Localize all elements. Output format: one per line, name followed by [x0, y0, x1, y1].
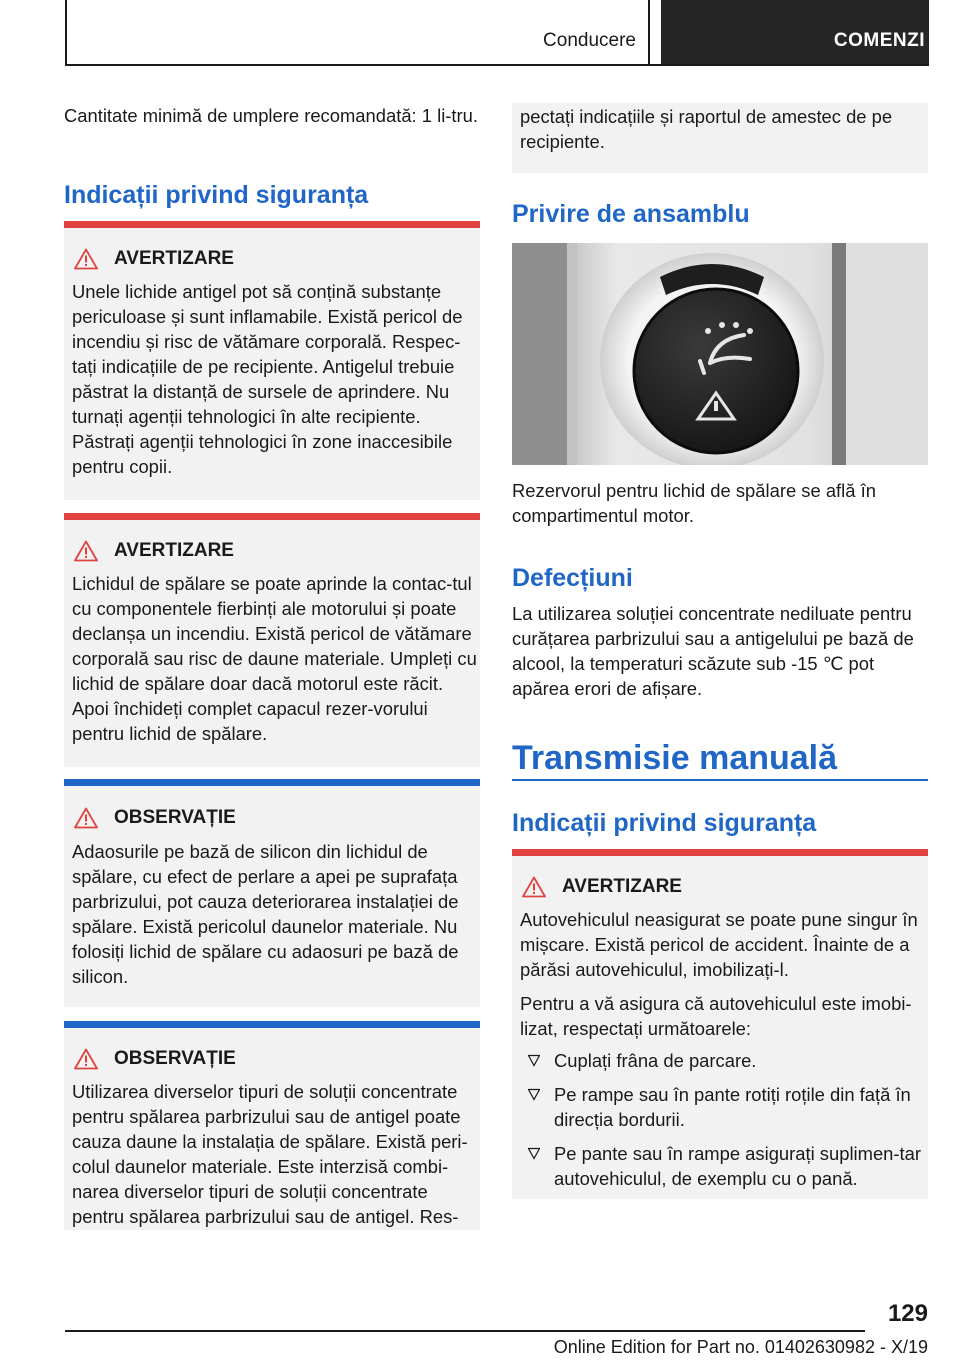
- notice-box-2: [64, 1021, 480, 1230]
- warning-triangle-icon: [74, 1048, 98, 1070]
- photo-caption: Rezervorul pentru lichid de spălare se află în compartimentul motor.: [512, 480, 876, 526]
- warning-title: AVERTIZARE: [114, 248, 234, 269]
- list-item: [528, 1082, 928, 1132]
- faults-heading: Defecțiuni: [512, 564, 633, 592]
- notice-title: OBSERVAȚIE: [114, 1048, 236, 1069]
- warning-bar: [512, 849, 928, 856]
- washer-reservoir-photo: [512, 243, 928, 465]
- bullet-triangle-icon: [528, 1147, 540, 1160]
- footer-rule: [65, 1330, 865, 1332]
- list-item-text: Pe pante sau în rampe asigurați suplimen‐tar autovehiculul, de exemplu cu o pană.: [554, 1143, 921, 1189]
- warning-triangle-icon: [74, 807, 98, 829]
- overview-heading: Privire de ansamblu: [512, 200, 750, 228]
- chapter-heading-rule: [512, 779, 928, 781]
- warning-title: AVERTIZARE: [114, 540, 234, 561]
- notice-text-continued: pectați indicațiile și raportul de amestec de pe recipiente.: [520, 106, 893, 152]
- warning-title: AVERTIZARE: [562, 876, 682, 897]
- list-item: [528, 1141, 928, 1191]
- bullet-triangle-icon: [528, 1088, 540, 1101]
- right-safety-heading: Indicații privind siguranța: [512, 809, 817, 837]
- warning-text: Autovehiculul neasigurat se poate pune singur în mișcare. Există pericol de accident. Înainte de a părăsi autovehiculul, imobilizați-l.: [520, 909, 918, 980]
- warning-bar: [64, 513, 480, 520]
- section-title: Conducere: [543, 30, 636, 51]
- warning-text-2: Pentru a vă asigura că autovehiculul este imobi‐lizat, respectați următoarele:: [520, 993, 912, 1039]
- warning-text: Unele lichide antigel pot să conțină substanțe periculoase și sunt inflamabile. Există pericol de incendiu și risc de vătămare corporală. Respec‐tați indicațiile de pe recipiente. Antigelul trebuie păstrat la distanță de sursele de aprindere. Nu turnați agenții tehnologici în alte recipiente. Păstrați agenții tehnologici în zone inaccesibile pentru copii.: [72, 281, 463, 477]
- warning-header: [64, 248, 234, 270]
- intro-text: Cantitate minimă de umplere recomandată: 1 li‐tru.: [64, 105, 478, 126]
- notice-text: Utilizarea diverselor tipuri de soluții concentrate pentru spălarea parbrizului sau de antigel poate cauza daune la instalația de spălare. Există peri‐colul daunelor materiale. Este interzisă combi‐narea diverselor tipuri de soluții concentrate pentru spălarea parbrizului sau de antigel. Res‐: [72, 1081, 468, 1227]
- warning-text: Lichidul de spălare se poate aprinde la contac‐tul cu componentele fierbinți ale motorului și poate declanșa un incendiu. Există pericol de vătămare corporală sau risc de daune materiale. Umpleți cu lichid de spălare doar dacă motorul este răcit. Apoi închideți complet capacul rezer‐vorului pentru lichid de spălare.: [72, 573, 477, 744]
- warning-bar: [64, 221, 480, 228]
- notice-title: OBSERVAȚIE: [114, 807, 236, 828]
- warning-box-3: [512, 849, 928, 1199]
- header-rule: [65, 64, 929, 66]
- warning-header: [512, 876, 682, 898]
- list-item-text: Pe rampe sau în pante rotiți roțile din față în direcția bordurii.: [554, 1084, 911, 1130]
- page-number: 129: [887, 1300, 928, 1327]
- edition-footer[interactable]: Online Edition for Part no. 01402630982 - X/19: [553, 1337, 928, 1357]
- warning-header: [64, 540, 234, 562]
- notice-bar: [64, 1021, 480, 1028]
- notice-box-continued: [512, 103, 928, 173]
- notice-text: Adaosurile pe bază de silicon din lichidul de spălare, cu efect de perlare a apei pe suprafața parbrizului, pot cauza deteriorarea instalației de spălare. Există pericolul daunelor materiale. Nu folosiți lichid de spălare cu adaosuri pe bază de silicon.: [72, 841, 459, 987]
- chapter-tab[interactable]: [661, 0, 929, 64]
- notice-header: [64, 1048, 236, 1070]
- list-item: [528, 1048, 928, 1073]
- notice-bar: [64, 779, 480, 786]
- notice-box-1: [64, 779, 480, 1007]
- warning-triangle-icon: [74, 248, 98, 270]
- notice-header: [64, 807, 236, 829]
- warning-box-2: [64, 513, 480, 767]
- header-left-line: [65, 0, 67, 64]
- faults-text: La utilizarea soluției concentrate nediluate pentru curățarea parbrizului sau a antigelului pe bază de alcool, la temperaturi scăzute sub -15 ℃ pot apărea erori de afișare.: [512, 603, 914, 699]
- bullet-triangle-icon: [528, 1054, 540, 1067]
- left-safety-heading: Indicații privind siguranța: [64, 181, 369, 209]
- bullet-list: [528, 1048, 928, 1200]
- warning-triangle-icon: [74, 540, 98, 562]
- chapter-title: COMENZI: [833, 30, 925, 51]
- header-divider: [648, 0, 650, 64]
- list-item-text: Cuplați frâna de parcare.: [554, 1050, 757, 1071]
- warning-triangle-icon: [522, 876, 546, 898]
- chapter-heading: Transmisie manuală: [512, 739, 838, 777]
- warning-box-1: [64, 221, 480, 500]
